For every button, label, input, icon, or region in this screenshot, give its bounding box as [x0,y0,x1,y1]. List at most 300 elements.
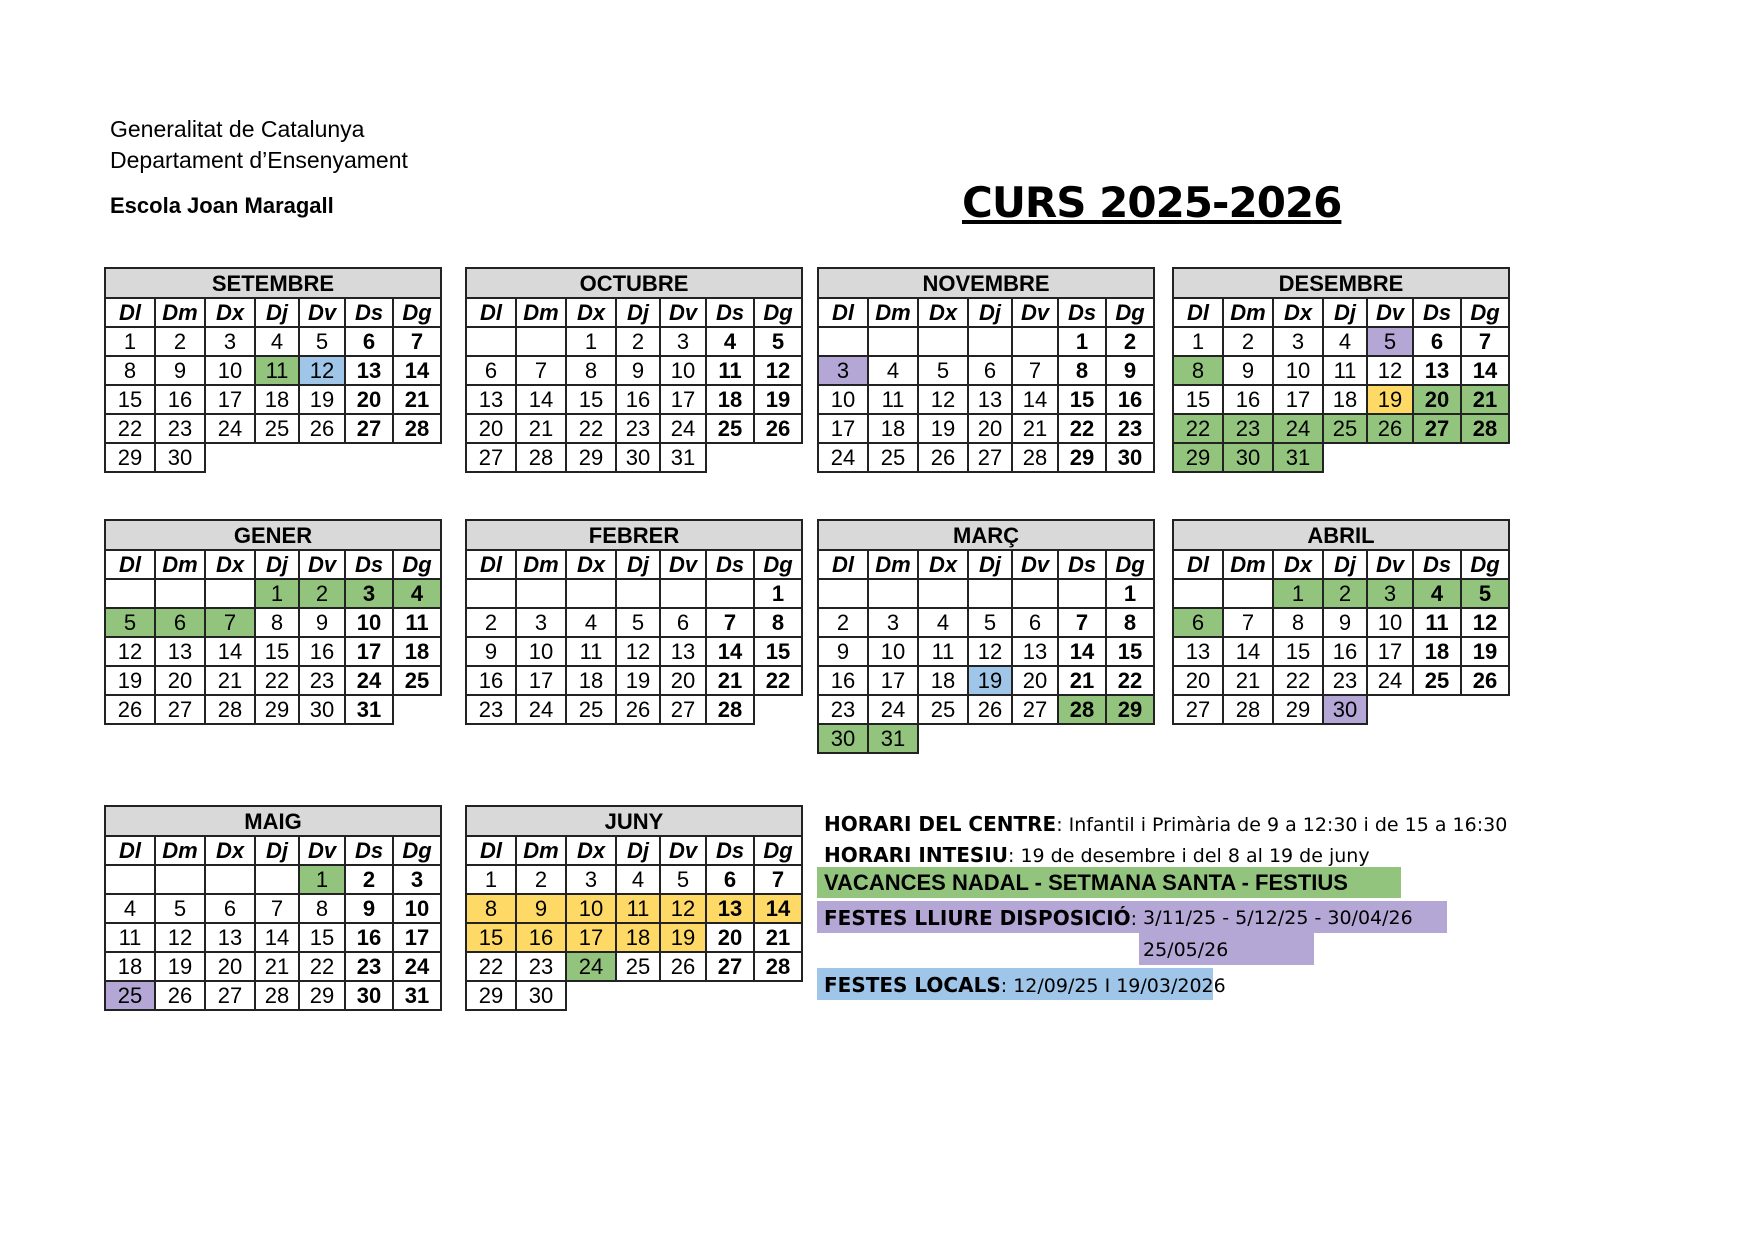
day-cell: 5 [155,894,205,923]
weekday-header: Dx [566,836,616,865]
day-cell: 23 [1223,414,1273,443]
week-row [466,608,802,637]
month-juny [465,805,803,1011]
day-cell: 28 [516,443,566,472]
day-cell: 24 [566,952,616,981]
empty-cell [345,443,393,472]
horari-centre [824,812,1507,836]
week-row [466,356,802,385]
day-cell: 4 [1323,327,1367,356]
day-cell: 8 [566,356,616,385]
calendar-table [104,805,442,1011]
empty-cell [1367,443,1413,472]
calendar-table [817,267,1155,473]
intensiu-label: HORARI INTESIU [824,843,1008,867]
day-cell: 31 [660,443,706,472]
day-cell: 11 [1323,356,1367,385]
day-cell: 22 [1058,414,1106,443]
day-cell: 17 [868,666,918,695]
day-cell: 5 [105,608,155,637]
day-cell: 9 [818,637,868,666]
week-row [818,356,1154,385]
day-cell: 14 [754,894,802,923]
weekday-header: Dm [155,550,205,579]
day-cell: 12 [968,637,1012,666]
day-cell: 21 [1461,385,1509,414]
horari-intensiu [824,843,1370,867]
day-cell: 19 [1367,385,1413,414]
weekday-header: Dl [1173,298,1223,327]
day-cell: 3 [818,356,868,385]
day-cell: 15 [1106,637,1154,666]
day-cell: 7 [1461,327,1509,356]
weekday-header: Dm [868,550,918,579]
weekday-header: Dv [660,298,706,327]
weekday-header: Dx [205,298,255,327]
day-cell: 16 [1223,385,1273,414]
day-cell: 29 [1058,443,1106,472]
weekday-header: Dj [616,550,660,579]
empty-cell [393,443,441,472]
day-cell: 4 [706,327,754,356]
day-cell: 15 [566,385,616,414]
day-cell: 13 [205,923,255,952]
day-cell: 18 [868,414,918,443]
empty-cell [155,579,205,608]
week-row [105,952,441,981]
day-cell: 29 [299,981,345,1010]
day-cell: 13 [968,385,1012,414]
day-cell: 22 [1173,414,1223,443]
day-cell: 7 [1012,356,1058,385]
day-cell: 4 [255,327,299,356]
weekday-header: Dx [205,836,255,865]
day-cell: 12 [1367,356,1413,385]
day-cell: 29 [255,695,299,724]
empty-cell [516,327,566,356]
day-cell: 3 [516,608,566,637]
day-cell: 9 [345,894,393,923]
day-cell: 12 [918,385,968,414]
empty-cell [516,579,566,608]
empty-cell [868,327,918,356]
week-row [818,579,1154,608]
weekday-header: Dl [818,298,868,327]
day-cell: 10 [1273,356,1323,385]
day-cell: 17 [205,385,255,414]
day-cell: 26 [1461,666,1509,695]
month-febrer [465,519,803,725]
week-row [466,637,802,666]
day-cell: 19 [660,923,706,952]
empty-cell [1461,695,1509,724]
week-row [818,637,1154,666]
weekday-header: Dj [255,836,299,865]
day-cell: 2 [466,608,516,637]
day-cell: 22 [255,666,299,695]
day-cell: 22 [466,952,516,981]
day-cell: 18 [393,637,441,666]
weekday-header: Dg [1461,550,1509,579]
weekday-header: Dj [968,550,1012,579]
empty-cell [1058,724,1106,753]
weekday-header: Dx [566,550,616,579]
day-cell: 15 [466,923,516,952]
weekday-header: Dv [660,836,706,865]
month-maig [104,805,442,1011]
day-cell: 12 [155,923,205,952]
day-cell: 20 [706,923,754,952]
day-cell: 11 [918,637,968,666]
weekday-header: Dv [299,836,345,865]
week-row [818,695,1154,724]
day-cell: 28 [393,414,441,443]
weekday-header: Dv [299,550,345,579]
empty-cell [1106,724,1154,753]
weekday-header: Dv [1012,550,1058,579]
day-cell: 18 [566,666,616,695]
day-cell: 12 [616,637,660,666]
weekday-header: Dj [255,298,299,327]
empty-cell [205,579,255,608]
calendar-table [465,267,803,473]
horari-text: : Infantil i Primària de 9 a 12:30 i de 15 a 16:30 [1056,814,1508,836]
day-cell: 20 [1012,666,1058,695]
day-cell: 9 [1106,356,1154,385]
empty-cell [616,579,660,608]
day-cell: 17 [393,923,441,952]
weekday-header: Dg [393,550,441,579]
day-cell: 21 [1058,666,1106,695]
day-cell: 26 [105,695,155,724]
empty-cell [706,981,754,1010]
day-cell: 9 [1323,608,1367,637]
day-cell: 11 [393,608,441,637]
day-cell: 8 [466,894,516,923]
weekday-header: Dx [1273,550,1323,579]
week-row [466,952,802,981]
day-cell: 25 [616,952,660,981]
week-row [1173,327,1509,356]
week-row [105,637,441,666]
weekday-header: Dx [205,550,255,579]
day-cell: 17 [566,923,616,952]
day-cell: 24 [660,414,706,443]
day-cell: 27 [345,414,393,443]
day-cell: 30 [818,724,868,753]
weekday-header: Dm [516,836,566,865]
day-cell: 28 [1012,443,1058,472]
week-row [1173,579,1509,608]
day-cell: 2 [818,608,868,637]
weekday-header: Dl [818,550,868,579]
day-cell: 3 [660,327,706,356]
week-row [466,923,802,952]
weekday-header: Dv [1367,298,1413,327]
day-cell: 9 [1223,356,1273,385]
day-cell: 25 [868,443,918,472]
day-cell: 23 [1323,666,1367,695]
day-cell: 12 [660,894,706,923]
day-cell: 5 [616,608,660,637]
day-cell: 24 [818,443,868,472]
empty-cell [1367,695,1413,724]
weekday-header: Ds [345,550,393,579]
weekday-header: Dl [466,298,516,327]
week-row [105,923,441,952]
week-row [818,666,1154,695]
month-novembre [817,267,1155,473]
day-cell: 5 [299,327,345,356]
empty-cell [105,579,155,608]
day-cell: 6 [1012,608,1058,637]
week-row [105,385,441,414]
day-cell: 1 [255,579,299,608]
weekday-header: Dv [299,298,345,327]
day-cell: 12 [299,356,345,385]
empty-cell [818,579,868,608]
empty-cell [255,865,299,894]
day-cell: 30 [345,981,393,1010]
day-cell: 19 [155,952,205,981]
week-row [1173,637,1509,666]
week-row [466,385,802,414]
empty-cell [1058,579,1106,608]
week-row [1173,443,1509,472]
day-cell: 11 [105,923,155,952]
empty-cell [968,327,1012,356]
empty-cell [754,443,802,472]
month-name: JUNY [466,806,802,836]
day-cell: 9 [155,356,205,385]
weekday-header: Dm [868,298,918,327]
day-cell: 1 [1058,327,1106,356]
day-cell: 2 [299,579,345,608]
weekday-header: Dm [155,298,205,327]
day-cell: 10 [205,356,255,385]
day-cell: 1 [1173,327,1223,356]
day-cell: 17 [1273,385,1323,414]
day-cell: 29 [566,443,616,472]
day-cell: 11 [566,637,616,666]
day-cell: 14 [516,385,566,414]
calendar-table [1172,519,1510,725]
day-cell: 28 [205,695,255,724]
day-cell: 22 [754,666,802,695]
month-name: OCTUBRE [466,268,802,298]
week-row [818,443,1154,472]
empty-cell [566,981,616,1010]
day-cell: 16 [818,666,868,695]
day-cell: 26 [754,414,802,443]
day-cell: 21 [255,952,299,981]
week-row [466,695,802,724]
day-cell: 21 [754,923,802,952]
weekday-header: Ds [1058,550,1106,579]
day-cell: 5 [1367,327,1413,356]
day-cell: 26 [616,695,660,724]
day-cell: 30 [616,443,660,472]
day-cell: 17 [345,637,393,666]
day-cell: 4 [868,356,918,385]
day-cell: 20 [345,385,393,414]
day-cell: 20 [466,414,516,443]
day-cell: 30 [155,443,205,472]
day-cell: 6 [1173,608,1223,637]
day-cell: 11 [616,894,660,923]
day-cell: 3 [868,608,918,637]
empty-cell [818,327,868,356]
month-name: NOVEMBRE [818,268,1154,298]
weekday-header: Dx [918,298,968,327]
week-row [466,414,802,443]
day-cell: 12 [105,637,155,666]
empty-cell [205,865,255,894]
day-cell: 27 [1173,695,1223,724]
week-row [818,327,1154,356]
day-cell: 5 [1461,579,1509,608]
month-marc [817,519,1155,754]
weekday-header: Dx [1273,298,1323,327]
day-cell: 18 [1413,637,1461,666]
week-row [1173,414,1509,443]
empty-cell [754,981,802,1010]
day-cell: 31 [393,981,441,1010]
day-cell: 1 [466,865,516,894]
day-cell: 10 [868,637,918,666]
day-cell: 16 [1323,637,1367,666]
day-cell: 18 [255,385,299,414]
day-cell: 22 [566,414,616,443]
day-cell: 1 [754,579,802,608]
week-row [818,608,1154,637]
day-cell: 19 [1461,637,1509,666]
day-cell: 26 [155,981,205,1010]
day-cell: 16 [1106,385,1154,414]
day-cell: 27 [1413,414,1461,443]
day-cell: 22 [105,414,155,443]
weekday-header: Dj [1323,550,1367,579]
weekday-header: Dv [1367,550,1413,579]
org-line-2: Departament d’Ensenyament [110,147,408,173]
weekday-header: Dx [566,298,616,327]
day-cell: 26 [299,414,345,443]
day-cell: 27 [155,695,205,724]
week-row [466,666,802,695]
legend-locals [824,973,1226,997]
day-cell: 13 [1173,637,1223,666]
day-cell: 3 [205,327,255,356]
day-cell: 8 [754,608,802,637]
day-cell: 16 [616,385,660,414]
day-cell: 4 [1413,579,1461,608]
weekday-header: Dj [616,298,660,327]
day-cell: 24 [205,414,255,443]
day-cell: 8 [1106,608,1154,637]
day-cell: 2 [1106,327,1154,356]
week-row [105,865,441,894]
day-cell: 20 [660,666,706,695]
weekday-header: Dm [1223,550,1273,579]
weekday-header: Ds [1413,298,1461,327]
day-cell: 4 [616,865,660,894]
day-cell: 1 [1273,579,1323,608]
empty-cell [660,981,706,1010]
week-row [1173,666,1509,695]
weekday-header: Dg [1461,298,1509,327]
day-cell: 27 [968,443,1012,472]
day-cell: 17 [660,385,706,414]
day-cell: 24 [1367,666,1413,695]
day-cell: 8 [255,608,299,637]
day-cell: 2 [1323,579,1367,608]
weekday-header: Dj [1323,298,1367,327]
day-cell: 22 [1106,666,1154,695]
day-cell: 25 [706,414,754,443]
locals-text: : 12/09/25 I 19/03/2026 [1000,975,1226,997]
weekday-header: Dv [660,550,706,579]
day-cell: 24 [393,952,441,981]
empty-cell [706,579,754,608]
weekday-header: Dl [1173,550,1223,579]
day-cell: 15 [1273,637,1323,666]
day-cell: 27 [466,443,516,472]
week-row [105,894,441,923]
week-row [105,579,441,608]
empty-cell [918,579,968,608]
empty-cell [105,865,155,894]
day-cell: 6 [968,356,1012,385]
weekday-header: Dg [1106,298,1154,327]
empty-cell [868,579,918,608]
weekday-header: Dg [393,298,441,327]
day-cell: 17 [1367,637,1413,666]
month-name: MARÇ [818,520,1154,550]
day-cell: 10 [516,637,566,666]
day-cell: 7 [754,865,802,894]
empty-cell [918,724,968,753]
day-cell: 16 [516,923,566,952]
day-cell: 1 [566,327,616,356]
empty-cell [918,327,968,356]
weekday-header: Ds [1058,298,1106,327]
week-row [818,724,1154,753]
locals-label: FESTES LOCALS [824,973,1001,997]
weekday-header: Dl [466,550,516,579]
day-cell: 31 [345,695,393,724]
day-cell: 4 [105,894,155,923]
week-row [818,414,1154,443]
day-cell: 28 [1461,414,1509,443]
day-cell: 8 [105,356,155,385]
day-cell: 7 [1058,608,1106,637]
weekday-header: Dm [516,550,566,579]
weekday-header: Dg [754,298,802,327]
day-cell: 11 [706,356,754,385]
day-cell: 4 [393,579,441,608]
weekday-header: Dj [968,298,1012,327]
day-cell: 23 [299,666,345,695]
day-cell: 5 [754,327,802,356]
day-cell: 14 [1223,637,1273,666]
empty-cell [299,443,345,472]
day-cell: 7 [706,608,754,637]
weekday-header: Dg [1106,550,1154,579]
day-cell: 16 [345,923,393,952]
month-octubre [465,267,803,473]
empty-cell [1323,443,1367,472]
empty-cell [1413,695,1461,724]
